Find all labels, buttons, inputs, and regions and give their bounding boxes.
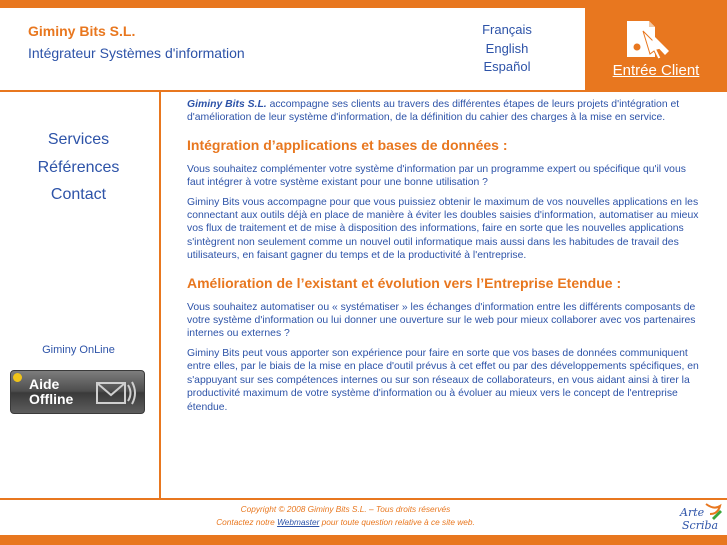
integration-paragraph-2: Giminy Bits vous accompagne pour que vous puissiez obtenir le maximum de vos nouvelles applications en les connectant aux outils déjà en place de manière à éviter les doubles saisies d'information, automatiser au mieux vos flux de traitement et de mise à disposition des informations, faire en sorte que les nouvelles applications s'intègrent non seulement comme un nouvel outil informatique mais aussi dans les habitudes de travail des utilisateurs, en faisant gagner du temps et de la productivité à l'entreprise. <box>187 196 699 262</box>
client-login-label: Entrée Client <box>612 62 700 79</box>
nav-link-services[interactable]: Services <box>47 131 110 148</box>
logo-line1: Arte <box>680 506 705 519</box>
language-selector <box>470 21 544 77</box>
status-dot-icon <box>13 373 22 382</box>
main-content <box>187 98 702 420</box>
improvement-paragraph-2: Giminy Bits peut vous apporter son expérience pour faire en sorte que vos bases de données communiquent entre elles, par le biais de la mise en place d'outil prévus à cet effet ou par des développements spécifiques, en s'appuyant sur ses compétences internes ou sur son réseaux de collaborateurs, en vous aidant ainsi à tirer la productivité maximum de votre système d'information ou à évoluer au mieux vers le concept de l'entreprise étendue. <box>187 347 699 413</box>
logo-line2: Scriba <box>682 519 719 532</box>
footer-divider <box>0 498 727 500</box>
footer-contact-line <box>188 516 503 529</box>
footer-contact-suffix: pour toute question relative à ce site web. <box>319 516 475 527</box>
help-offline-label <box>29 377 85 407</box>
language-link-espanol[interactable]: Español <box>483 59 531 74</box>
intro-text: accompagne ses clients au travers des différentes étapes de leurs projets d'intégration et d'amélioration de leur système d'information, de la définition du cahier des charges à la mise en service. <box>187 99 680 124</box>
header-divider <box>0 90 727 92</box>
intro-paragraph <box>187 98 702 125</box>
nav-link-references[interactable]: Références <box>37 158 120 176</box>
top-accent-bar <box>0 0 727 8</box>
online-label: Giminy OnLine <box>42 344 115 356</box>
help-label-line2: Offline <box>29 391 74 407</box>
nav-link-contact[interactable]: Contact <box>50 186 107 203</box>
intro-company-name: Giminy Bits S.L. <box>187 99 267 110</box>
footer-contact-prefix: Contactez notre <box>216 516 278 527</box>
bottom-accent-bar <box>0 535 727 545</box>
integration-paragraph-1: Vous souhaitez complémenter votre système d'information par un programme expert ou spécifique qu'il vous faut intégrer à votre système existant pour une bonne utilisation ? <box>187 163 686 189</box>
brand-name: Giminy Bits S.L. <box>28 23 136 39</box>
webmaster-link[interactable]: Webmaster <box>277 516 320 527</box>
help-label-line1: Aide <box>29 376 60 392</box>
client-login-button[interactable] <box>585 8 727 92</box>
language-link-francais[interactable]: Français <box>482 22 532 37</box>
section-title-integration: Intégration d’applications et bases de données : <box>187 136 508 153</box>
brand-tagline: Intégrateur Systèmes d'information <box>28 45 245 61</box>
section-title-improvement: Amélioration de l’existant et évolution vers l’Entreprise Etendue : <box>187 274 622 291</box>
improvement-paragraph-1: Vous souhaitez automatiser ou « systématiser » les échanges d'information entre les différents composants de votre système d'information ou lui donner une ouverture sur le web pour mieux collaborer avec vos partenaires internes ou externes ? <box>187 301 696 340</box>
language-link-english[interactable]: English <box>485 40 529 56</box>
client-login-icon <box>625 19 675 61</box>
footer-text <box>188 503 503 528</box>
copyright-text: Copyright © 2008 Giminy Bits S.L. – Tous droits réservés <box>240 504 451 514</box>
arte-scriba-logo[interactable] <box>660 500 724 534</box>
main-nav <box>0 126 157 209</box>
help-offline-button[interactable] <box>10 370 145 414</box>
sidebar-divider <box>159 92 161 498</box>
envelope-icon <box>89 377 137 409</box>
